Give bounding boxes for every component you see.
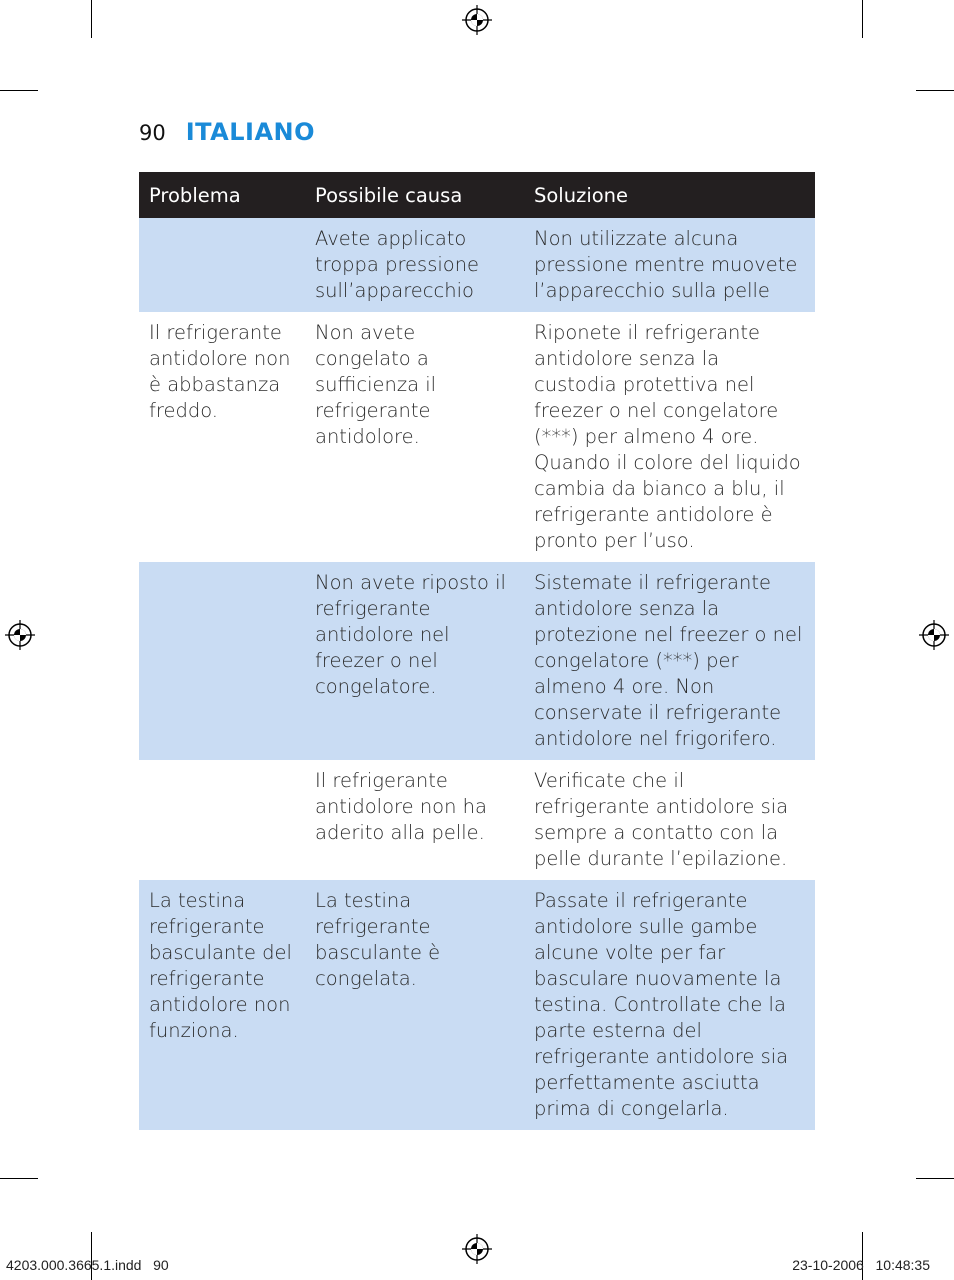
cell-cause: Non avete congelato a sufficienza il refrigerante antidolore.	[315, 321, 437, 448]
footer-date-time: 23-10-2006 10:48:35	[792, 1257, 930, 1273]
registration-mark-icon	[462, 1234, 492, 1264]
cell-problem: La testina refrigerante basculante del refrigerante antidolore non funziona.	[139, 880, 305, 1130]
cell-solution: Non utilizzate alcuna pressione mentre muovete l’apparecchio sulla pelle	[524, 218, 815, 312]
column-header-cause: Possibile causa	[305, 172, 524, 218]
table-header-row	[139, 172, 815, 218]
registration-mark-icon	[5, 620, 35, 650]
table-row	[139, 562, 815, 760]
cell-cause: Il refrigerante antidolore non ha aderito alla pelle.	[315, 769, 487, 844]
cell-cause: Non avete riposto il refrigerante antidolore nel freezer o nel congelatore.	[305, 562, 524, 760]
crop-mark	[916, 90, 954, 91]
section-language-title: ITALIANO	[185, 118, 316, 146]
cell-problem	[139, 760, 305, 880]
page-number: 90	[139, 121, 166, 145]
column-header-solution: Soluzione	[524, 172, 815, 218]
registration-mark-icon	[462, 5, 492, 35]
column-header-problem: Problema	[139, 172, 305, 218]
cell-problem	[139, 218, 305, 312]
cell-solution: Sistemate il refrigerante antidolore senza la protezione nel freezer o nel congelatore (***) per almeno 4 ore. Non conservate il refrigerante antidolore nel frigorifero.	[524, 562, 815, 760]
table-row	[139, 218, 815, 312]
crop-mark	[91, 0, 92, 38]
troubleshooting-table	[139, 172, 815, 1130]
crop-mark	[916, 1178, 954, 1179]
registration-mark-icon	[919, 620, 949, 650]
table-row	[139, 312, 815, 562]
table-row	[139, 880, 815, 1130]
crop-mark	[0, 90, 38, 91]
table-row	[139, 760, 815, 880]
cell-solution: Passate il refrigerante antidolore sulle gambe alcune volte per far basculare nuovamente la testina. Controllate che la parte esterna del refrigerante antidolore sia perfettamente asciutta prima di congelarla.	[524, 880, 815, 1130]
cell-cause: Avete applicato troppa pressione sull’apparecchio	[305, 218, 524, 312]
cell-problem	[139, 562, 305, 760]
cell-cause: La testina refrigerante basculante è congelata.	[305, 880, 524, 1130]
cell-problem: Il refrigerante antidolore non è abbastanza freddo.	[149, 321, 291, 422]
footer-file-info: 4203.000.3665.1.indd 90	[6, 1257, 169, 1273]
page-header	[139, 118, 315, 146]
crop-mark	[0, 1178, 38, 1179]
cell-solution: Verificate che il refrigerante antidolore sia sempre a contatto con la pelle durante l’epilazione.	[534, 769, 789, 870]
crop-mark	[862, 0, 863, 38]
cell-solution: Riponete il refrigerante antidolore senza la custodia protettiva nel freezer o nel congelatore (***) per almeno 4 ore. Quando il colore del liquido cambia da bianco a blu, il refrigerante antidolore è pronto per l’uso.	[534, 321, 801, 552]
